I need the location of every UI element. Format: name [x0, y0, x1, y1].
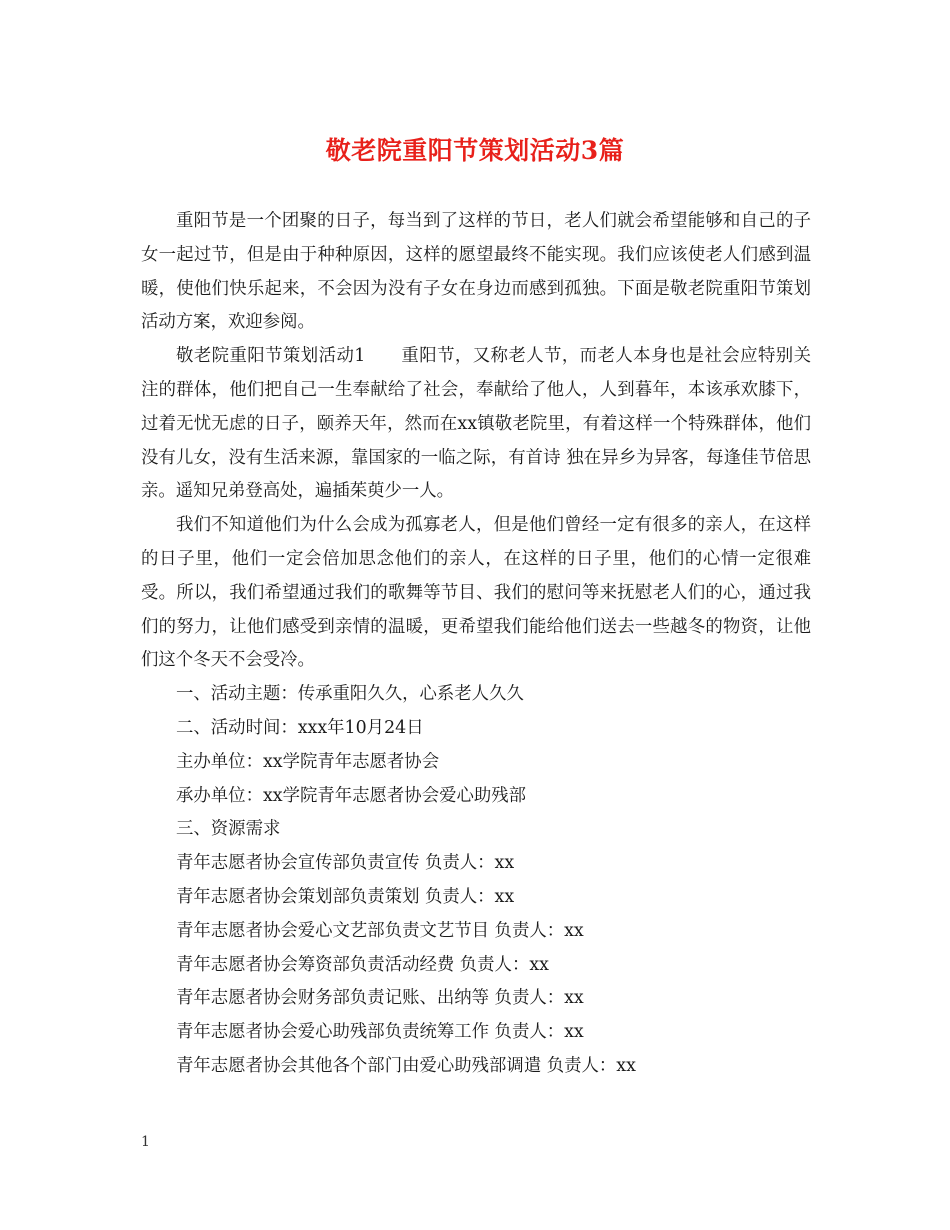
purpose-paragraph: 我们不知道他们为什么会成为孤寡老人，但是他们曾经一定有很多的亲人，在这样的日子里，他们一定会倍加思念他们的亲人，在这样的日子里，他们的心情一定很难受。所以，我们希望通过我们的歌舞等节目、我们的慰问等来抚慰老人们的心，通过我们的努力，让他们感受到亲情的温暖，更希望我们能给他们送去一些越冬的物资，让他们这个冬天不会受冷。 — [141, 515, 811, 671]
page-number: 1 — [141, 1134, 150, 1150]
resource-line: 青年志愿者协会策划部负责策划 负责人：xx — [176, 886, 515, 907]
activity-time-line: 二、活动时间：xxx年10月24日 — [176, 717, 424, 738]
co-organizer-line: 承办单位：xx学院青年志愿者协会爱心助残部 — [176, 785, 527, 806]
resource-line: 青年志愿者协会宣传部负责宣传 负责人：xx — [176, 853, 515, 874]
document-title: 敬老院重阳节策划活动3篇 — [325, 136, 625, 165]
resource-line: 青年志愿者协会其他各个部门由爱心助残部调遣 负责人：xx — [176, 1055, 636, 1076]
activity-1-paragraph: 敬老院重阳节策划活动1 重阳节，又称老人节，而老人本身也是社会应特别关注的群体，他们把自己一生奉献给了社会，奉献给了他人，人到暮年，本该承欢膝下，过着无忧无虑的日子，颐养天年，然而在xx镇敬老院里，有着这样一个特殊群体，他们没有儿女，没有生活来源，靠国家的一临之际，有首诗 独在异乡为异客，每逢佳节倍思亲。遥知兄弟登高处，遍插茱萸少一人。 — [141, 346, 811, 502]
resource-line: 青年志愿者协会财务部负责记账、出纳等 负责人：xx — [176, 988, 584, 1009]
resource-line: 青年志愿者协会爱心助残部负责统筹工作 负责人：xx — [176, 1022, 584, 1043]
document-body — [141, 205, 811, 1084]
resource-line: 青年志愿者协会筹资部负责活动经费 负责人：xx — [176, 954, 549, 975]
resource-line: 青年志愿者协会爱心文艺部负责文艺节目 负责人：xx — [176, 920, 584, 941]
intro-paragraph: 重阳节是一个团聚的日子，每当到了这样的节日，老人们就会希望能够和自己的子女一起过节，但是由于种种原因，这样的愿望最终不能实现。我们应该使老人们感到温暖，使他们快乐起来，不会因为没有子女在身边而感到孤独。下面是敬老院重阳节策划活动方案，欢迎参阅。 — [141, 211, 811, 333]
activity-theme-line: 一、活动主题：传承重阳久久，心系老人久久 — [176, 684, 524, 705]
host-organizer-line: 主办单位：xx学院青年志愿者协会 — [176, 751, 440, 772]
resource-needs-heading: 三、资源需求 — [176, 819, 281, 840]
